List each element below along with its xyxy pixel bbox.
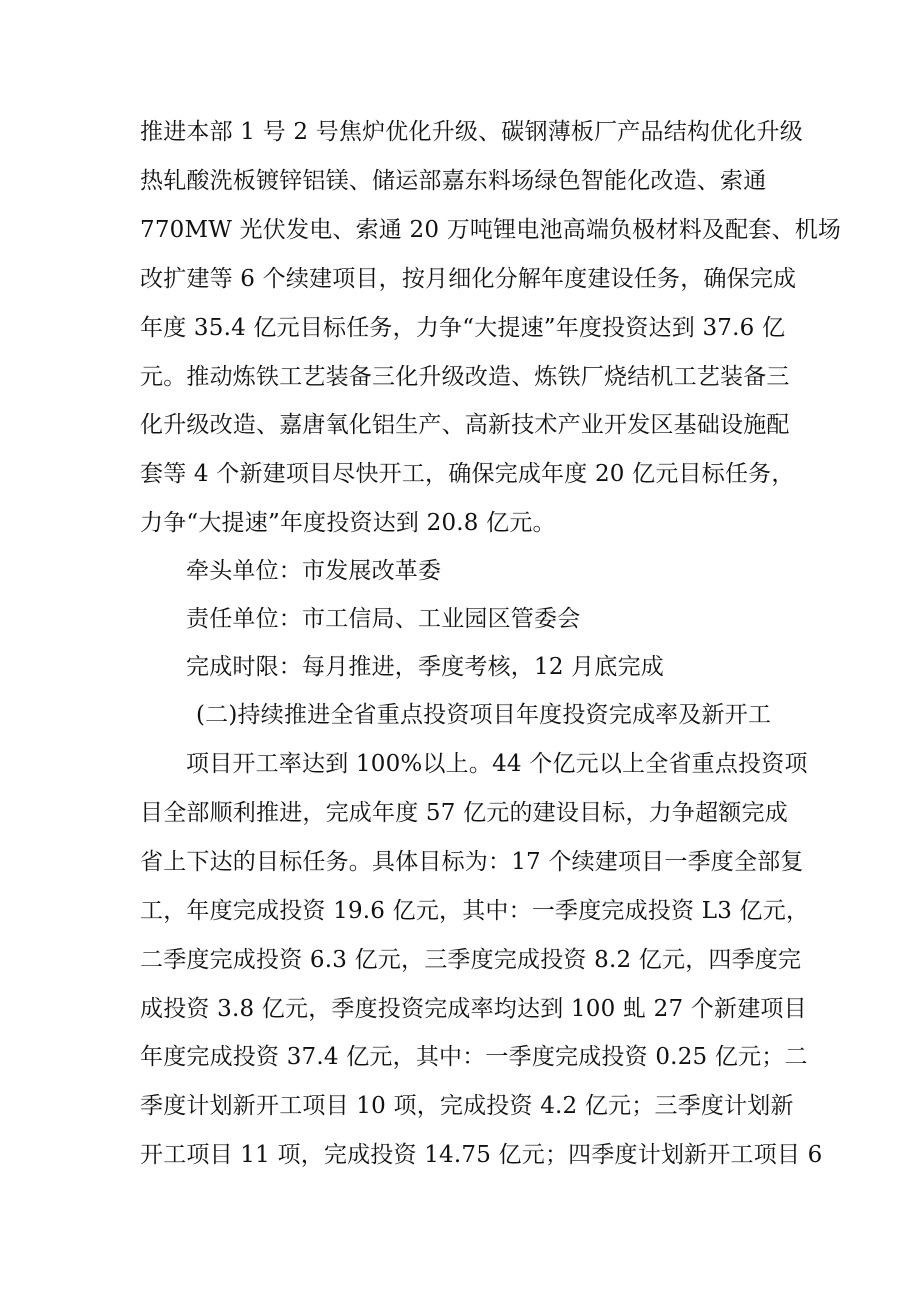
text-line: 目全部顺利推进，完成年度 57 亿元的建设目标，力争超额完成 bbox=[140, 800, 788, 826]
text-line: 改扩建等 6 个续建项目，按月细化分解年度建设任务，确保完成 bbox=[140, 266, 797, 292]
text-line: 开工项目 11 项，完成投资 14.75 亿元；四季度计划新开工项目 6 bbox=[140, 1142, 823, 1168]
text-line: 季度计划新开工项目 10 项，完成投资 4.2 亿元；三季度计划新 bbox=[140, 1093, 794, 1119]
text-line: 770MW 光伏发电、索通 20 万吨锂电池高端负极材料及配套、机场 bbox=[140, 217, 842, 243]
text-line: 推进本部 1 号 2 号焦炉优化升级、碳钢薄板厂产品结构优化升级 bbox=[140, 119, 803, 145]
text-line: 省上下达的目标任务。具体目标为：17 个续建项目一季度全部复 bbox=[140, 849, 804, 875]
text-line: 化升级改造、嘉唐氧化铝生产、高新技术产业开发区基础设施配 bbox=[140, 412, 790, 438]
responsible-unit-line: 责任单位：市工信局、工业园区管委会 bbox=[186, 606, 581, 632]
text-line: 力争“大提速”年度投资达到 20.8 亿元。 bbox=[140, 510, 556, 536]
text-line: 二季度完成投资 6.3 亿元，三季度完成投资 8.2 亿元，四季度完 bbox=[140, 947, 802, 973]
text-line: 年度 35.4 亿元目标任务，力争“大提速”年度投资达到 37.6 亿 bbox=[140, 315, 786, 341]
text-line: 工，年度完成投资 19.6 亿元，其中：一季度完成投资 L3 亿元， bbox=[140, 898, 810, 924]
text-line: 套等 4 个新建项目尽快开工，确保完成年度 20 亿元目标任务， bbox=[140, 461, 795, 487]
lead-unit-line: 牵头单位：市发展改革委 bbox=[186, 558, 442, 584]
text-line: 项目开工率达到 100%以上。44 个亿元以上全省重点投资项 bbox=[186, 751, 808, 777]
text-line: 成投资 3.8 亿元，季度投资完成率均达到 100 虬 27 个新建项目 bbox=[140, 996, 807, 1022]
text-line: 热轧酸洗板镀锌铝镁、储运部嘉东料场绿色智能化改造、索通 bbox=[140, 168, 767, 194]
deadline-line: 完成时限：每月推进，季度考核，12 月底完成 bbox=[186, 654, 664, 680]
text-line: 年度完成投资 37.4 亿元，其中：一季度完成投资 0.25 亿元；二 bbox=[140, 1044, 808, 1070]
text-line: 元。推动炼铁工艺装备三化升级改造、炼铁厂烧结机工艺装备三 bbox=[140, 364, 790, 390]
section-heading: (二)持续推进全省重点投资项目年度投资完成率及新开工 bbox=[196, 702, 772, 728]
